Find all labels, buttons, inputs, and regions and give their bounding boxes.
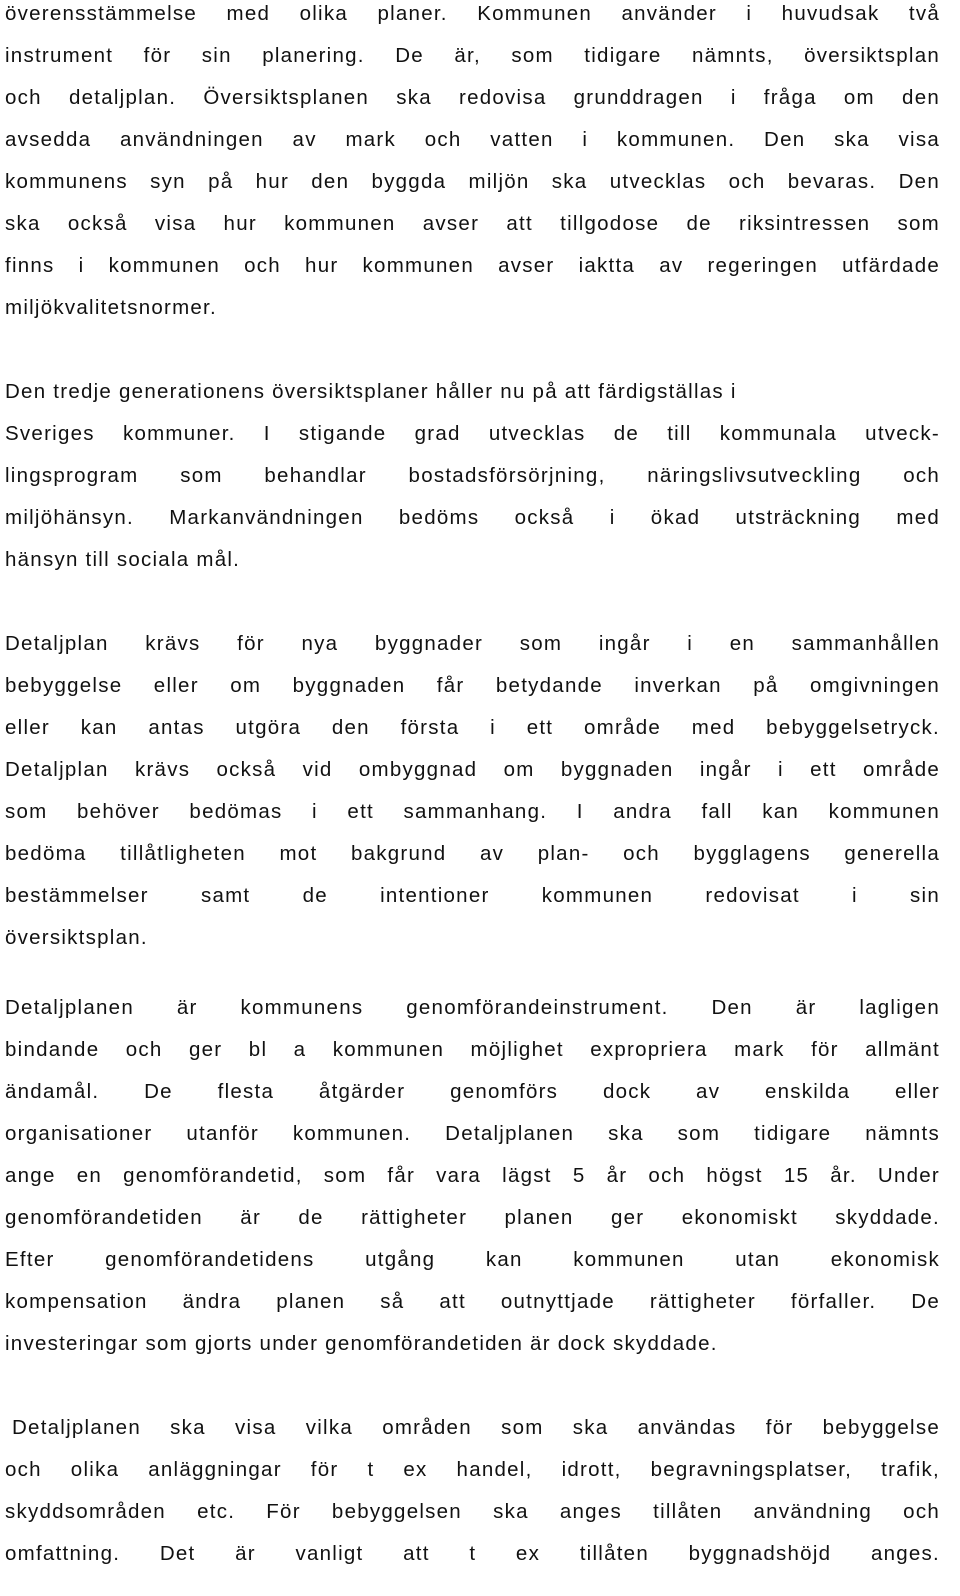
text-line: ska också visa hur kommunen avser att tillgodose de riksintressen som — [5, 212, 940, 235]
text-line: Detaljplanen är kommunens genomförandeinstrument. Den är lagligen — [5, 996, 940, 1019]
text-line: kommunens syn på hur den byggda miljön ska utvecklas och bevaras. Den — [5, 170, 940, 193]
text-line: bedöma tillåtligheten mot bakgrund av plan- och bygglagens generella — [5, 842, 940, 865]
text-line: Detaljplan krävs för nya byggnader som ingår i en sammanhållen — [5, 632, 940, 655]
text-line: bestämmelser samt de intentioner kommunen redovisat i sin — [5, 884, 940, 907]
text-line: miljöhänsyn. Markanvändningen bedöms också i ökad utsträckning med — [5, 506, 940, 529]
text-line: genomförandetiden är de rättigheter planen ger ekonomiskt skyddade. — [5, 1206, 940, 1229]
text-line: Den tredje generationens översiktsplaner håller nu på att färdigställas i — [5, 380, 737, 403]
text-line: ändamål. De flesta åtgärder genomförs dock av enskilda eller — [5, 1080, 940, 1103]
text-line: instrument för sin planering. De är, som tidigare nämnts, översiktsplan — [5, 44, 940, 67]
text-line: bebyggelse eller om byggnaden får betydande inverkan på omgivningen — [5, 674, 940, 697]
text-line: investeringar som gjorts under genomförandetiden är dock skyddade. — [5, 1332, 718, 1355]
text-line: Sveriges kommuner. I stigande grad utvecklas de till kommunala utveck- — [5, 422, 940, 445]
text-line: bindande och ger bl a kommunen möjlighet expropriera mark för allmänt — [5, 1038, 940, 1061]
text-line: översiktsplan. — [5, 926, 148, 949]
text-line: hänsyn till sociala mål. — [5, 548, 241, 571]
text-line: Detaljplan krävs också vid ombyggnad om byggnaden ingår i ett område — [5, 758, 940, 781]
text-line: avsedda användningen av mark och vatten i kommunen. Den ska visa — [5, 128, 940, 151]
text-line: lingsprogram som behandlar bostadsförsörjning, näringslivsutveckling och — [5, 464, 940, 487]
text-line: Detaljplanen ska visa vilka områden som ska användas för bebyggelse — [12, 1416, 940, 1439]
text-line: ange en genomförandetid, som får vara lägst 5 år och högst 15 år. Under — [5, 1164, 940, 1187]
text-line: miljökvalitetsnormer. — [5, 296, 217, 319]
text-line: eller kan antas utgöra den första i ett område med bebyggelsetryck. — [5, 716, 940, 739]
text-line: skyddsområden etc. För bebyggelsen ska anges tillåten användning och — [5, 1500, 940, 1523]
text-line: finns i kommunen och hur kommunen avser iaktta av regeringen utfärdade — [5, 254, 940, 277]
text-line: kompensation ändra planen så att outnyttjade rättigheter förfaller. De — [5, 1290, 940, 1313]
text-line: och olika anläggningar för t ex handel, idrott, begravningsplatser, trafik, — [5, 1458, 940, 1481]
text-line: omfattning. Det är vanligt att t ex tillåten byggnadshöjd anges. — [5, 1542, 940, 1565]
text-line: organisationer utanför kommunen. Detaljplanen ska som tidigare nämnts — [5, 1122, 940, 1145]
text-line: som behöver bedömas i ett sammanhang. I andra fall kan kommunen — [5, 800, 940, 823]
text-line: Efter genomförandetidens utgång kan kommunen utan ekonomisk — [5, 1248, 940, 1271]
text-line: och detaljplan. Översiktsplanen ska redovisa grunddragen i fråga om den — [5, 86, 940, 109]
text-line: överensstämmelse med olika planer. Kommunen använder i huvudsak två — [5, 2, 940, 25]
